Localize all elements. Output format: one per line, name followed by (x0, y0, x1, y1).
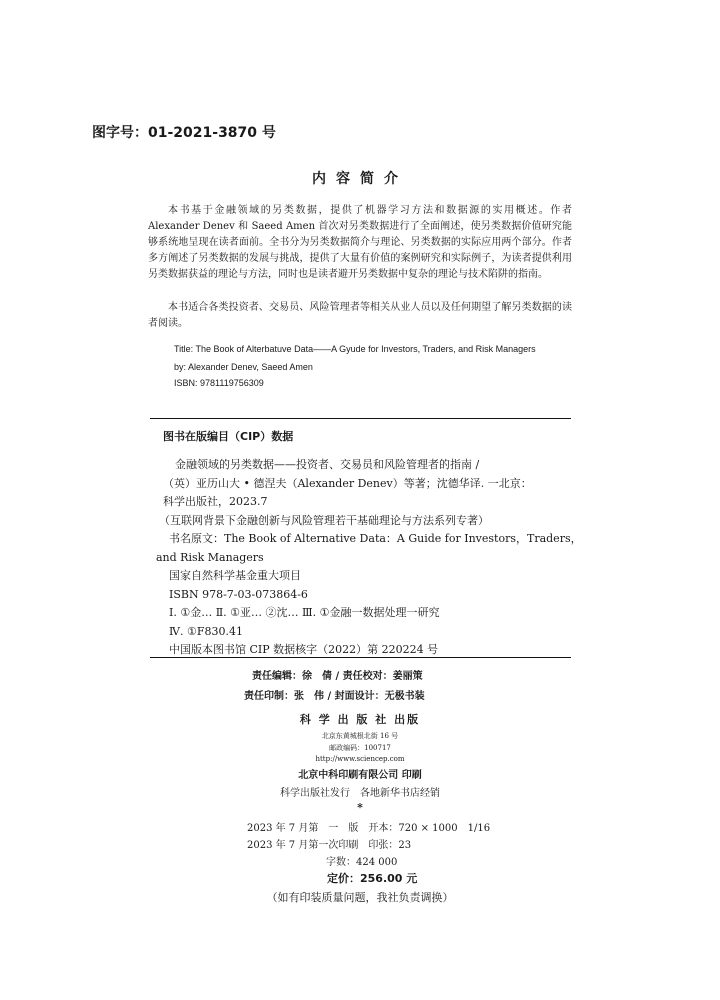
intro-title: 内容简介 (312, 171, 408, 187)
cip-heading: 图书在版编目（CIP）数据 (163, 430, 294, 443)
publisher-postcode: 邮政编码：100717 (329, 744, 391, 752)
cip-line: Ⅳ. ①F830.41 (169, 624, 243, 638)
cip-line: 科学出版社，2023.7 (163, 495, 268, 508)
quality-notice: （如有印装质量问题，我社负责调换） (266, 891, 454, 904)
original-isbn: ISBN: 9781119756309 (174, 378, 264, 388)
cip-line: 金融领域的另类数据——投资者、交易员和风险管理者的指南 / (175, 458, 480, 471)
publisher-name: 科 学 出 版 社 出版 (299, 713, 421, 726)
printer: 北京中科印刷有限公司 印刷 (298, 770, 422, 781)
original-authors: by: Alexander Denev, Saeed Amen (174, 362, 313, 372)
word-count: 字数：424 000 (326, 857, 398, 868)
price: 定价：256.00 元 (327, 872, 418, 885)
publisher-website: http://www.sciencep.com (315, 755, 405, 763)
cip-line: （英）亚历山大 • 德涅夫（Alexander Denev）等著；沈德华译. 一北京： (163, 476, 532, 490)
cip-bottom-rule (150, 657, 571, 658)
intro-paragraph-1: 本书基于金融领域的另类数据，提供了机器学习方法和数据源的实用概述。作者 Alexander Denev 和 Saeed Amen 首次对另类数据进行了全面阐述，使另类数据价值研究能够系统地呈现在读者面前。全书分为另类数据简介与理论、另类数据的实际应用两个部分。作者多方阐述了另类数据的发展与挑战，提供了大量有价值的案例研究和实际例子，为读者提供利用另类数据获益的理论与方法，同时也是读者避开另类数据中复杂的理论与技术陷阱的指南。 (148, 205, 572, 280)
cip-line: （互联网背景下金融创新与风险管理若干基础理论与方法系列专著） (159, 513, 489, 527)
editor-credits: 责任编辑：徐 倩 / 责任校对：姜丽策 (252, 671, 423, 682)
distribution: 科学出版社发行 各地新华书店经销 (280, 788, 440, 799)
printing-design-credits: 责任印制：张 伟 / 封面设计：无极书装 (244, 691, 425, 702)
cip-line: 国家自然科学基金重大项目 (169, 569, 301, 582)
intro-paragraph-2: 本书适合各类投资者、交易员、风险管理者等相关从业人员以及任何期望了解另类数据的读者阅读。 (148, 302, 572, 329)
cip-line: Ⅰ. ①金… Ⅱ. ①亚… ②沈… Ⅲ. ①金融一数据处理一研究 (169, 606, 440, 619)
cip-line: and Risk Managers (156, 550, 264, 564)
edition-line-2: 2023 年 7 月第一次印刷 印张：23 (247, 840, 412, 851)
cip-top-rule (150, 418, 571, 419)
separator-star: * (357, 801, 363, 814)
cip-line: 书名原文：The Book of Alternative Data：A Guide for Investors，Traders， (169, 532, 582, 545)
cip-line: ISBN 978-7-03-073864-6 (169, 587, 308, 601)
cip-line: 中国版本图书馆 CIP 数据核字（2022）第 220224 号 (169, 643, 439, 656)
publisher-address: 北京东黄城根北街 16 号 (321, 732, 399, 740)
edition-line-1: 2023 年 7 月第 一 版 开本：720 × 1000 1/16 (247, 823, 491, 834)
original-title: Title: The Book of Alterbatuve Data——A Gyude for Investors, Traders, and Risk Managers (174, 344, 536, 354)
registration-number: 图字号：01-2021-3870 号 (92, 125, 276, 141)
